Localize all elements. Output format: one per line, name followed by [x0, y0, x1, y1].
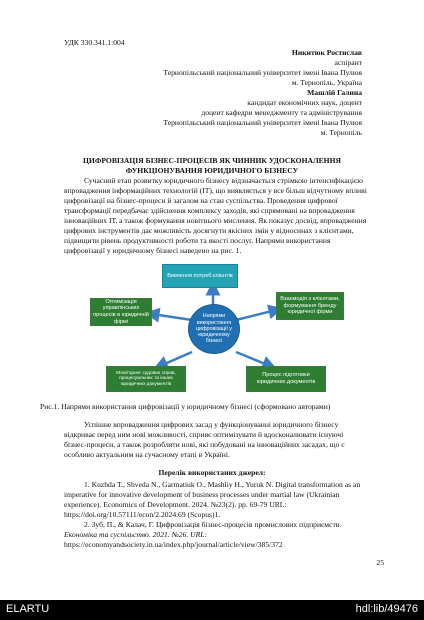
diagram-node-bottom-left [106, 366, 186, 392]
author-name-1: Никитюк Ростислав [291, 48, 362, 57]
footer-repository-label: ELARTU [6, 603, 50, 615]
arrow-bottom-right [236, 352, 270, 366]
footer-bar [0, 600, 424, 620]
arrow-top-right [236, 310, 276, 320]
text-line: цифровізації на бізнес-процеси й загалом на стан суспільства. Проведення цифрової [64, 196, 338, 205]
figure-diagram [80, 258, 350, 398]
diagram-node-top [162, 264, 238, 288]
text-line: впровадження інформаційних технологій (ІТ), що виявляється у все більш відчутному впливі [64, 186, 367, 195]
diagram-node-center [188, 304, 240, 354]
author-2-line: Тернопільський національний університет імені Івана Пулюя [163, 118, 362, 127]
text-line: цифровізації у юридичному бізнесі наведено на рис. 1. [64, 246, 242, 255]
node-label: Процес підготовки юридичних документів [256, 372, 316, 385]
author-2-line: доцент кафедри менеджменту та адміністрування [201, 108, 362, 117]
reference-line: imperative for innovative development of business processes under martial law (Ukrainian [64, 490, 340, 499]
node-label: Вивчення потреб клієнтів [167, 272, 233, 279]
diagram-node-bottom-right [246, 366, 326, 392]
reference-line: 2. Зуб, П., & Калач, Г. Цифровізація бізнес-процесів промислових підприємств. [84, 520, 342, 529]
reference-line: Економіка та суспільство. 2021. №26. URL: [64, 530, 208, 539]
references-heading: Перелік використаних джерел: [158, 468, 266, 477]
text-line: особливо актуальним на сучасному етапі в Україні. [64, 450, 230, 459]
reference-line: https://economyandsociety.in.ua/index.php/journal/article/view/385/372 [64, 540, 283, 549]
udk-code: УДК 330.341.1:004 [64, 38, 125, 47]
page-number: 25 [376, 558, 384, 567]
diagram-node-top-left [90, 298, 152, 326]
node-label: Взаємодія з клієнтами, формування бренду юридичної фірми [280, 296, 340, 316]
text-line: Успішне впровадження цифрових засад у функціонуванні юридичного бізнесу [84, 420, 339, 429]
paper-title-line: ФУНКЦІОНУВАННЯ ЮРИДИЧНОГО БІЗНЕСУ [125, 166, 299, 175]
author-1-line: Тернопільський національний університет імені Івана Пулюя [163, 68, 362, 77]
text-line: Сучасний етап розвитку юридичного бізнесу відзначається стрімкою інтенсифікацією [84, 176, 363, 185]
node-label: Моніторинг судових справ, процесуальних та інших юридичних документів [116, 370, 176, 387]
author-1-line: аспірант [334, 58, 362, 67]
text-line: інноваційних ІТ, а також формування новітнього мислення. Як показує досвід, впровадження [64, 216, 367, 225]
node-label: Оптимізація управлінських процесів в юридичній фірмі [93, 298, 149, 325]
author-1-line: м. Тернопіль, Україна [291, 78, 362, 87]
author-2-line: кандидат економічних наук, доцент [247, 98, 362, 107]
text-line: відкриває перед ним нові можливості, сприяє оптимізувати й вдосконалювати існуючі [64, 430, 344, 439]
arrow-bottom-left [160, 352, 192, 366]
reference-line: experience). Economics of Development. 2024. №23(2). pp. 69-79 URL: [64, 500, 287, 509]
figure-caption: Рис.1. Напрями використання цифровізації у юридичному бізнесі (сформовано авторами) [40, 402, 331, 411]
footer-handle-link[interactable]: hdl:lib/49476 [355, 603, 418, 615]
text-line: трансформації передбачає здійснення комплексу заходів, які спрямовані на впровадження [64, 206, 355, 215]
reference-line: https://doi.org/10.57111/econ/2.2024.69 (Scopus)1. [64, 510, 221, 519]
arrow-top-left [152, 314, 192, 320]
diagram-node-top-right [276, 292, 344, 320]
author-2-line: м. Тернопіль [320, 128, 362, 137]
text-line: цифрових інструментів дає можливість досягнути якісних змін у відносинах з клієнтами, [64, 226, 354, 235]
text-line: підвищити рівень продуктивності роботи та якості послуг. Напрями використання [64, 236, 331, 245]
text-line: бізнес-процеси, а також розробляти нові, які побудовані на інноваційних засадах, що є [64, 440, 345, 449]
paper-title-line: ЦИФРОВІЗАЦІЯ БІЗНЕС-ПРОЦЕСІВ ЯК ЧИННИК УДОСКОНАЛЕННЯ [83, 156, 341, 165]
node-label: Напрями використання цифровізації у юридичному бізнесі [195, 313, 233, 345]
author-name-2: Машлій Галина [307, 88, 362, 97]
reference-line: 1. Kuzhda T., Shveda N., Garmatiuk O., Mashliy H., Yuruk N. Digital transformation as an [84, 480, 361, 489]
